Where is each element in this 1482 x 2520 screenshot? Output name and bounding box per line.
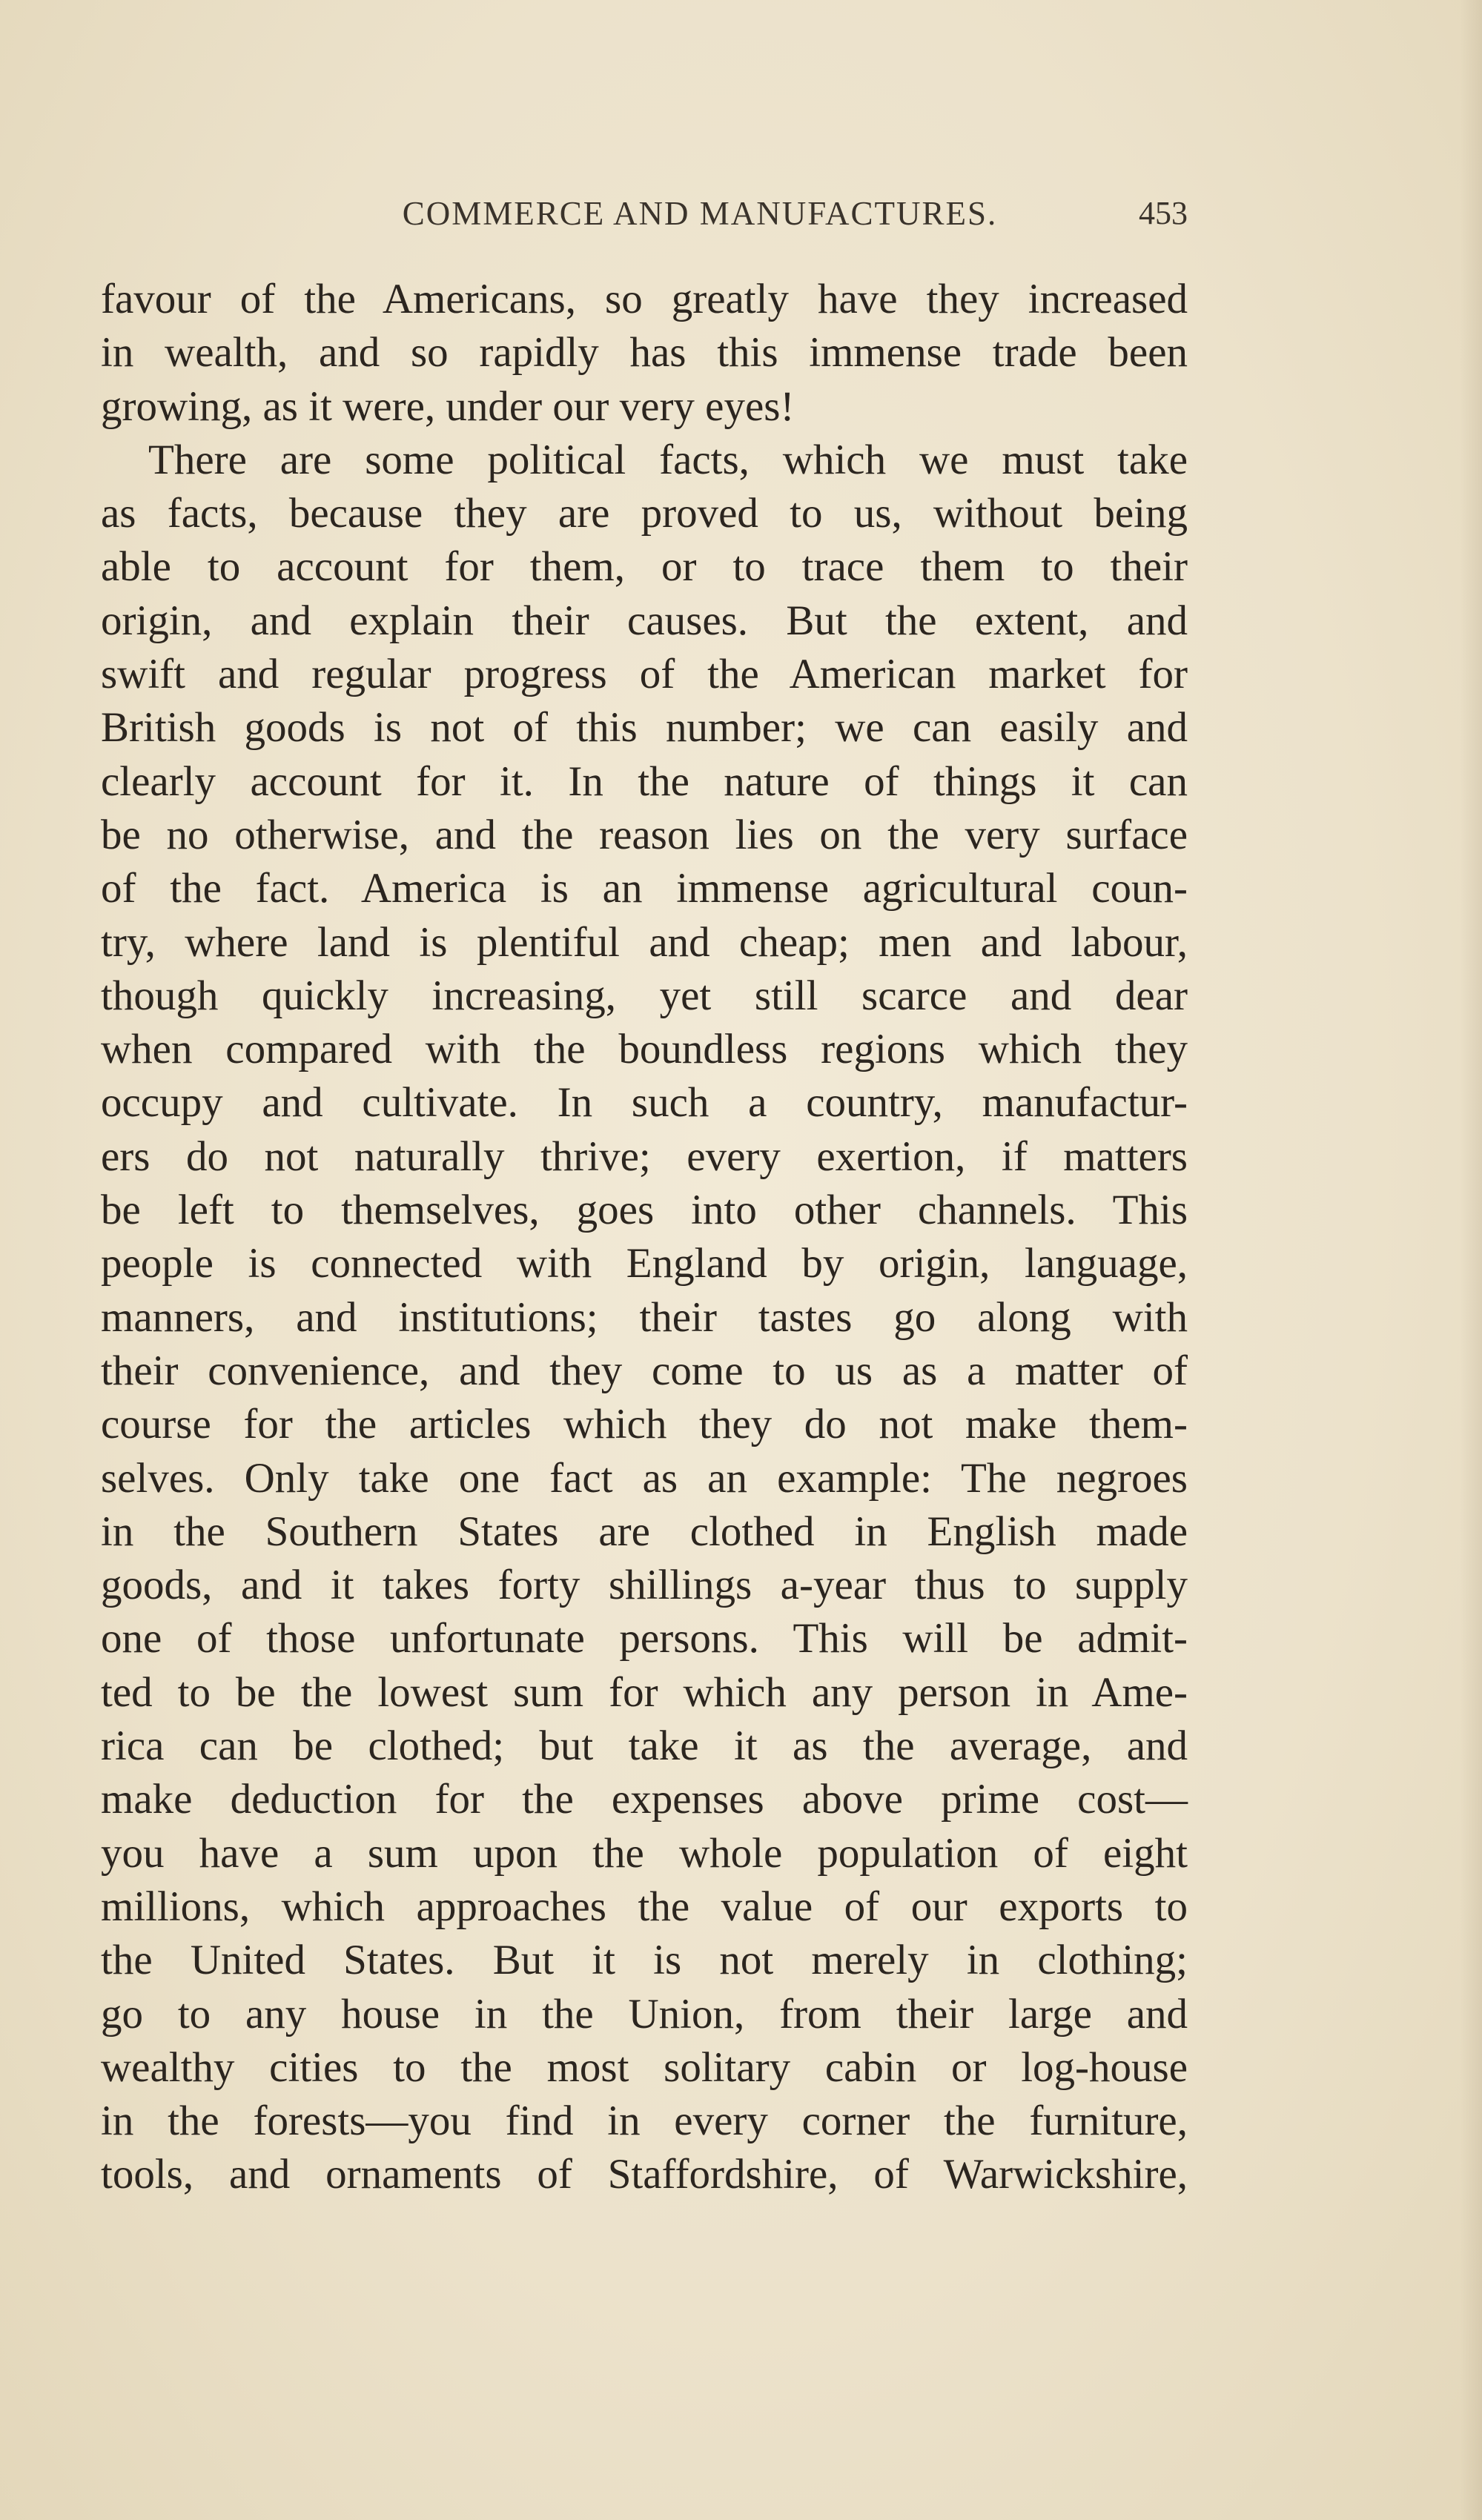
page-header (212, 194, 1188, 253)
text-line: course for the articles which they do not make them- (101, 1401, 1188, 1448)
page-edge-shadow (1460, 0, 1482, 2520)
text-line: millions, which approaches the value of our exports to (101, 1883, 1188, 1930)
text-line: be left to themselves, goes into other channels. This (101, 1187, 1188, 1234)
text-line: as facts, because they are proved to us, without being (101, 490, 1188, 537)
text-line: There are some political facts, which we must take (148, 436, 1188, 483)
text-line: in the Southern States are clothed in English made (101, 1508, 1188, 1555)
text-line: ers do not naturally thrive; every exertion, if matters (101, 1133, 1188, 1180)
text-line: British goods is not of this number; we can easily and (101, 704, 1188, 752)
text-line: one of those unfortunate persons. This will be admit- (101, 1615, 1188, 1662)
text-line: selves. Only take one fact as an example: The negroes (101, 1454, 1188, 1502)
text-line: manners, and institutions; their tastes go along with (101, 1293, 1188, 1341)
text-line: the United States. But it is not merely in clothing; (101, 1937, 1188, 1984)
text-line: people is connected with England by origin, language, (101, 1240, 1188, 1287)
text-line: tools, and ornaments of Staffordshire, of Warwickshire, (101, 2151, 1188, 2198)
text-line: growing, as it were, under our very eyes! (101, 382, 795, 430)
text-line: be no otherwise, and the reason lies on the very surface (101, 811, 1188, 858)
text-line: occupy and cultivate. In such a country, manufactur- (101, 1079, 1188, 1127)
text-line: though quickly increasing, yet still scarce and dear (101, 972, 1188, 1019)
text-line: origin, and explain their causes. But the extent, and (101, 597, 1188, 644)
page-number: 453 (1139, 195, 1188, 231)
text-line: able to account for them, or to trace them to their (101, 543, 1188, 591)
text-line: their convenience, and they come to us as a matter of (101, 1347, 1188, 1394)
text-line: when compared with the boundless regions which they (101, 1026, 1188, 1073)
text-line: try, where land is plentiful and cheap; men and labour, (101, 918, 1188, 966)
text-line: clearly account for it. In the nature of things it can (101, 757, 1188, 805)
text-line: in wealth, and so rapidly has this immense trade been (101, 329, 1188, 377)
text-line: goods, and it takes forty shillings a-year thus to supply (101, 1562, 1188, 1609)
body-text (101, 273, 1188, 2202)
text-line: make deduction for the expenses above prime cost— (101, 1776, 1188, 1823)
text-line: you have a sum upon the whole population of eight (101, 1829, 1188, 1877)
text-line: of the fact. America is an immense agricultural coun- (101, 865, 1188, 912)
text-line: rica can be clothed; but take it as the average, and (101, 1722, 1188, 1770)
text-line: ted to be the lowest sum for which any person in Ame- (101, 1668, 1188, 1716)
text-line: favour of the Americans, so greatly have they increased (101, 276, 1188, 322)
text-line: swift and regular progress of the American market for (101, 651, 1188, 698)
text-line: wealthy cities to the most solitary cabin or log-house (101, 2043, 1188, 2091)
text-line: in the forests—you find in every corner the furniture, (101, 2098, 1188, 2145)
running-head: COMMERCE AND MANUFACTURES. (402, 195, 998, 232)
text-line: go to any house in the Union, from their large and (101, 1990, 1188, 2037)
